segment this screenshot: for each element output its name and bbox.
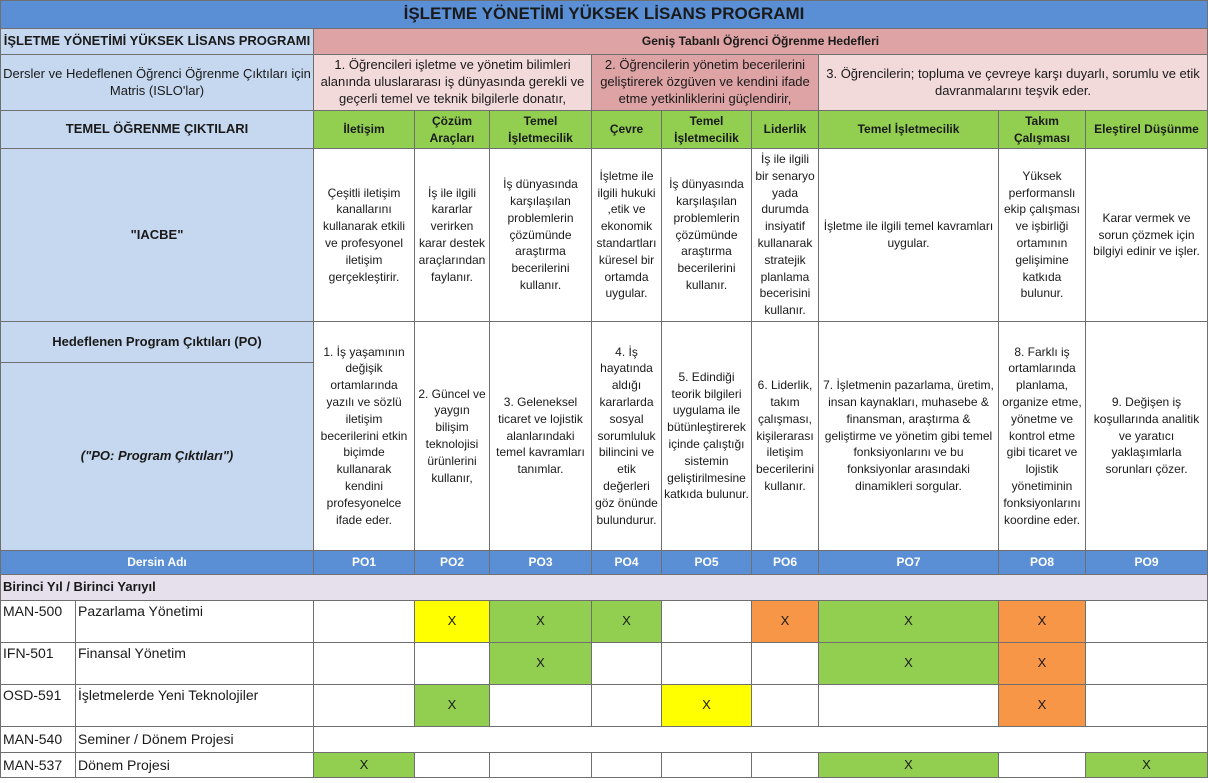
po-text-9: 9. Değişen iş koşullarında analitik ve yaratıcı yaklaşımlarla sorunları çözer. <box>1086 322 1208 551</box>
goal-3: 3. Öğrencilerin; topluma ve çevreye karşı duyarlı, sorumlu ve etik davranmalarını teşvik eder. <box>819 55 1208 111</box>
outcome-8: Takım Çalışması <box>999 111 1086 149</box>
course-cell-mark: X <box>819 601 999 643</box>
po-text-6: 6. Liderlik, takım çalışması, kişilerarası iletişim becerilerini kullanır. <box>752 322 819 551</box>
course-cell <box>592 753 662 778</box>
course-cell-mark: X <box>752 601 819 643</box>
course-cell <box>1086 685 1208 727</box>
course-cell-mark: X <box>415 601 490 643</box>
course-name: Dönem Projesi <box>76 753 314 778</box>
course-cell-mark: X <box>592 601 662 643</box>
course-code: IFN-501 <box>1 643 76 685</box>
course-name: İşletmelerde Yeni Teknolojiler <box>76 685 314 727</box>
course-cell-mark: X <box>999 643 1086 685</box>
course-row <box>1 643 1208 685</box>
iacbe-5: İş dünyasında karşılaşılan problemlerin çözümünde araştırma becerilerini kullanır. <box>662 149 752 322</box>
iacbe-1: Çeşitli iletişim kanallarını kullanarak etkili ve profesyonel iletişim gerçekleştirir. <box>314 149 415 322</box>
iacbe-7: İşletme ile ilgili temel kavramları uygular. <box>819 149 999 322</box>
po-text-7: 7. İşletmenin pazarlama, üretim, insan kaynakları, muhasebe & finansman, araştırma & geliştirme ve yönetim gibi temel fonksiyonlarını ve bu fonksiyonlar arasındaki dinamikleri sorgular. <box>819 322 999 551</box>
outcome-3: Temel İşletmecilik <box>490 111 592 149</box>
course-cell-mark: X <box>999 601 1086 643</box>
iacbe-6: İş ile ilgili bir senaryo yada durumda insiyatif kullanarak stratejik planlama becerisini kullanır. <box>752 149 819 322</box>
course-cell <box>314 643 415 685</box>
course-cell <box>314 685 415 727</box>
course-code: MAN-500 <box>1 601 76 643</box>
outcome-6: Liderlik <box>752 111 819 149</box>
po-text-1: 1. İş yaşamının değişik ortamlarında yazılı ve sözlü iletişim becerilerini etkin biçimde kullanarak kendini profesyonelce ifade eder. <box>314 322 415 551</box>
course-cell-mark: X <box>662 685 752 727</box>
course-cell <box>662 753 752 778</box>
course-row <box>1 753 1208 778</box>
course-cell <box>999 753 1086 778</box>
course-cell <box>752 753 819 778</box>
outcome-9: Eleştirel Düşünme <box>1086 111 1208 149</box>
course-cell-mark: X <box>490 643 592 685</box>
matrix-label: Dersler ve Hedeflenen Öğrenci Öğrenme Çıktıları için Matris (ISLO'lar) <box>1 55 314 111</box>
po-code-7: PO7 <box>819 551 999 575</box>
course-row <box>1 601 1208 643</box>
iacbe-8: Yüksek performanslı ekip çalışması ve işbirliği ortamının gelişimine katkıda bulunur. <box>999 149 1086 322</box>
course-name: Pazarlama Yönetimi <box>76 601 314 643</box>
page-title: İŞLETME YÖNETİMİ YÜKSEK LİSANS PROGRAMI <box>1 1 1208 29</box>
course-cell-mark: X <box>819 643 999 685</box>
po-code-1: PO1 <box>314 551 415 575</box>
course-cell <box>415 643 490 685</box>
course-row <box>1 727 1208 753</box>
po-code-9: PO9 <box>1086 551 1208 575</box>
course-cell <box>819 685 999 727</box>
po-text-2: 2. Güncel ve yaygın bilişim teknolojisi ürünlerini kullanır, <box>415 322 490 551</box>
course-cell <box>662 601 752 643</box>
goals-header: Geniş Tabanlı Öğrenci Öğrenme Hedefleri <box>314 29 1208 55</box>
po-code-8: PO8 <box>999 551 1086 575</box>
po-sub-label: ("PO: Program Çıktıları") <box>1 363 314 551</box>
course-row <box>1 685 1208 727</box>
outcome-4: Çevre <box>592 111 662 149</box>
course-cell <box>314 601 415 643</box>
course-cell <box>592 685 662 727</box>
course-name: Finansal Yönetim <box>76 643 314 685</box>
po-code-5: PO5 <box>662 551 752 575</box>
course-cell <box>1086 643 1208 685</box>
course-cell <box>490 753 592 778</box>
po-label: Hedeflenen Program Çıktıları (PO) <box>1 322 314 363</box>
po-code-6: PO6 <box>752 551 819 575</box>
iacbe-9: Karar vermek ve sorun çözmek için bilgiyi edinir ve işler. <box>1086 149 1208 322</box>
course-cell <box>752 643 819 685</box>
course-header: Dersin Adı <box>1 551 314 575</box>
outcome-7: Temel İşletmecilik <box>819 111 999 149</box>
iacbe-3: İş dünyasında karşılaşılan problemlerin çözümünde araştırma becerilerini kullanır. <box>490 149 592 322</box>
iacbe-label: "IACBE" <box>1 149 314 322</box>
course-code: MAN-540 <box>1 727 76 753</box>
outcome-2: Çözüm Araçları <box>415 111 490 149</box>
course-code: MAN-537 <box>1 753 76 778</box>
course-cell <box>490 685 592 727</box>
course-cell-mark: X <box>415 685 490 727</box>
po-text-3: 3. Geleneksel ticaret ve lojistik alanlarındaki temel kavramları tanımlar. <box>490 322 592 551</box>
po-text-8: 8. Farklı iş ortamlarında planlama, organize etme, yönetme ve kontrol etme gibi ticaret ve lojistik yönetiminin fonksiyonlarını koordine eder. <box>999 322 1086 551</box>
course-cell <box>662 643 752 685</box>
program-label: İŞLETME YÖNETİMİ YÜKSEK LİSANS PROGRAMI <box>1 29 314 55</box>
course-cell-mark: X <box>819 753 999 778</box>
iacbe-2: İş ile ilgili kararlar verirken karar destek araçlarından faylanır. <box>415 149 490 322</box>
po-text-5: 5. Edindiği teorik bilgileri uygulama ile bütünleştirerek içinde çalıştığı sistemin geliştirilmesine katkıda bulunur. <box>662 322 752 551</box>
outcome-1: İletişim <box>314 111 415 149</box>
goal-1: 1. Öğrencileri işletme ve yönetim bilimleri alanında uluslararası iş dünyasında gerekli ve geçerli temel ve teknik bilgilerle donatır, <box>314 55 592 111</box>
course-code: OSD-591 <box>1 685 76 727</box>
po-text-4: 4. İş hayatında aldığı kararlarda sosyal sorumluluk bilincini ve etik değerleri göz önünde bulundurur. <box>592 322 662 551</box>
course-cell <box>752 685 819 727</box>
goal-2: 2. Öğrencilerin yönetim becerilerini geliştirerek özgüven ve kendini ifade etme yetkinliklerini güçlendirir, <box>592 55 819 111</box>
po-code-3: PO3 <box>490 551 592 575</box>
section-label: Birinci Yıl / Birinci Yarıyıl <box>1 575 1208 601</box>
course-cell-mark: X <box>490 601 592 643</box>
iacbe-4: İşletme ile ilgili hukuki ,etik ve ekonomik standartları küresel bir ortamda uygular. <box>592 149 662 322</box>
course-cell <box>1086 601 1208 643</box>
course-cell <box>592 643 662 685</box>
po-code-4: PO4 <box>592 551 662 575</box>
po-code-2: PO2 <box>415 551 490 575</box>
course-cells-empty <box>314 727 1208 753</box>
outcomes-label: TEMEL ÖĞRENME ÇIKTILARI <box>1 111 314 149</box>
course-cell <box>415 753 490 778</box>
course-name: Seminer / Dönem Projesi <box>76 727 314 753</box>
outcome-5: Temel İşletmecilik <box>662 111 752 149</box>
course-cell-mark: X <box>1086 753 1208 778</box>
course-cell-mark: X <box>314 753 415 778</box>
course-cell-mark: X <box>999 685 1086 727</box>
